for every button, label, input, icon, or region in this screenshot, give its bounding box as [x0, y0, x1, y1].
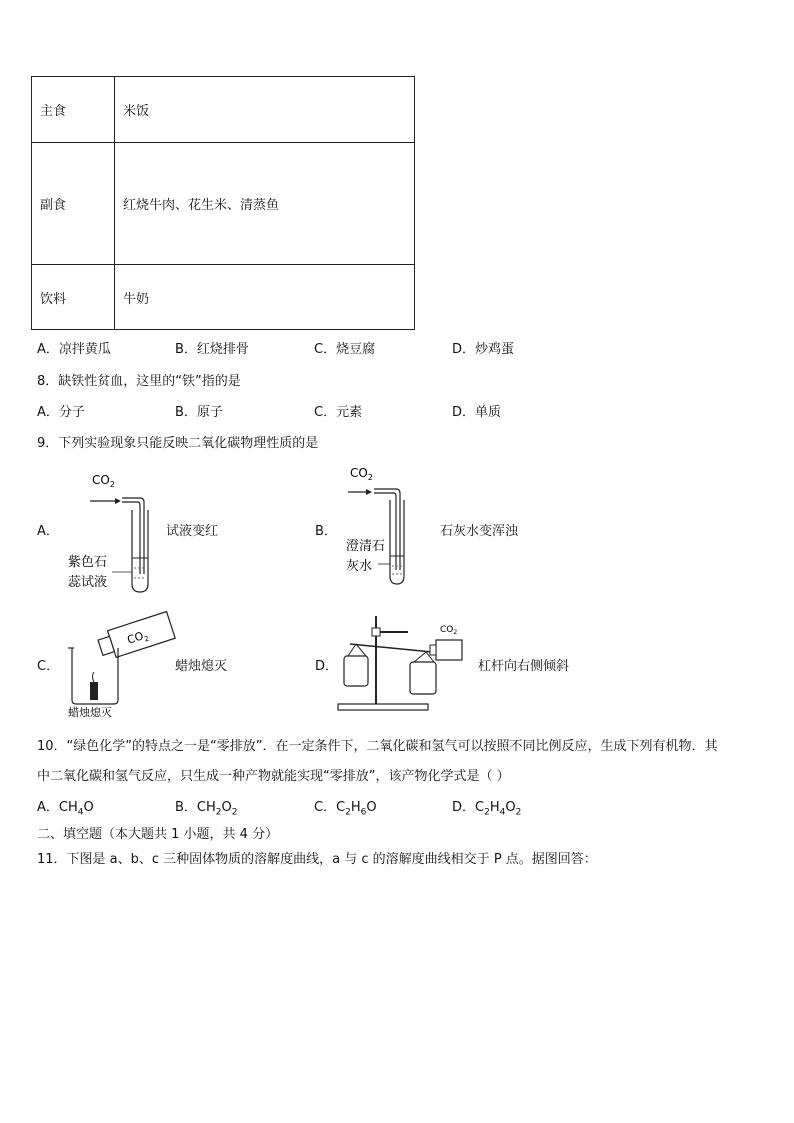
q9-option-b-label[interactable]: B．	[315, 524, 337, 539]
svg-text:CO2: $CO_2$	[125, 629, 151, 647]
section-heading: 二、填空题（本大题共 1 小题，共 4 分）	[37, 827, 279, 842]
q7-option-c[interactable]: C．烧豆腐	[314, 342, 376, 357]
table-row	[32, 77, 415, 143]
q7-option-a[interactable]: A．凉拌黄瓜	[37, 342, 111, 357]
q9-option-c-label[interactable]: C．	[37, 659, 60, 674]
table-cell-value: 红烧牛肉、花生米、清蒸鱼	[115, 143, 415, 265]
q10-stem-line1: 10．“绿色化学”的特点之一是“零排放”．在一定条件下，二氧化碳和氢气可以按照不同比例反应，生成下列有机物．其	[37, 739, 718, 754]
svg-text:澄清石: 澄清石	[346, 539, 386, 554]
table-row	[32, 143, 415, 265]
q7-option-b[interactable]: B．红烧排骨	[175, 342, 249, 357]
q8-option-a[interactable]: A．分子	[37, 405, 85, 420]
svg-text:CO2: $CO_2$	[440, 625, 458, 636]
svg-text:CO2: $CO_2$	[92, 473, 115, 489]
q10-option-c[interactable]: C．$C_2H_6O$	[314, 800, 377, 818]
q8-stem: 8．缺铁性贫血，这里的“铁”指的是	[37, 374, 241, 389]
table-cell-value: 牛奶	[115, 265, 415, 330]
test-tube-litmus-diagram	[60, 468, 170, 593]
q8-option-d[interactable]: D．单质	[452, 405, 502, 420]
beaker-candle-diagram	[60, 610, 180, 720]
test-tube-limewater-diagram	[340, 460, 450, 585]
q10-option-b[interactable]: B．$CH_2O_2$	[175, 800, 238, 818]
svg-text:灰水: 灰水	[346, 559, 373, 574]
q9-option-a-label[interactable]: A．	[37, 524, 59, 539]
q9-option-b-text: 石灰水变浑浊	[440, 524, 519, 539]
svg-text:蜡烛熄灭: 蜡烛熄灭	[68, 706, 112, 719]
q9-option-d-text: 杠杆向右侧倾斜	[478, 659, 570, 674]
q9-option-d-label[interactable]: D．	[315, 659, 339, 674]
q11-stem: 11．下图是 a、b、c 三种固体物质的溶解度曲线，a 与 c 的溶解度曲线相交于 P 点。据图回答：	[37, 852, 597, 867]
q8-option-c[interactable]: C．元素	[314, 405, 363, 420]
q10-option-a[interactable]: A．$CH_4O$	[37, 800, 94, 818]
lever-balance-diagram	[336, 612, 476, 712]
q9-stem: 9．下列实验现象只能反映二氧化碳物理性质的是	[37, 436, 319, 451]
svg-text:CO2: $CO_2$	[350, 466, 373, 482]
q9-option-c-text: 蜡烛熄灭	[175, 659, 228, 674]
q10-stem-line2: 中二氧化碳和氢气反应，只生成一种产物就能实现“零排放”，该产物化学式是（ ）	[37, 769, 510, 784]
q9-option-a-text: 试液变红	[166, 524, 219, 539]
table-cell-label: 副食	[32, 143, 115, 265]
q7-option-d[interactable]: D．炒鸡蛋	[452, 342, 515, 357]
svg-text:紫色石: 紫色石	[68, 555, 108, 570]
table-row	[32, 265, 415, 330]
menu-table	[31, 76, 415, 330]
q10-option-d[interactable]: D．$C_2H_4O_2$	[452, 800, 522, 818]
svg-text:蕊试液: 蕊试液	[68, 575, 108, 590]
table-cell-label: 饮料	[32, 265, 115, 330]
table-cell-label: 主食	[32, 77, 115, 143]
table-cell-value: 米饭	[115, 77, 415, 143]
q8-option-b[interactable]: B．原子	[175, 405, 223, 420]
